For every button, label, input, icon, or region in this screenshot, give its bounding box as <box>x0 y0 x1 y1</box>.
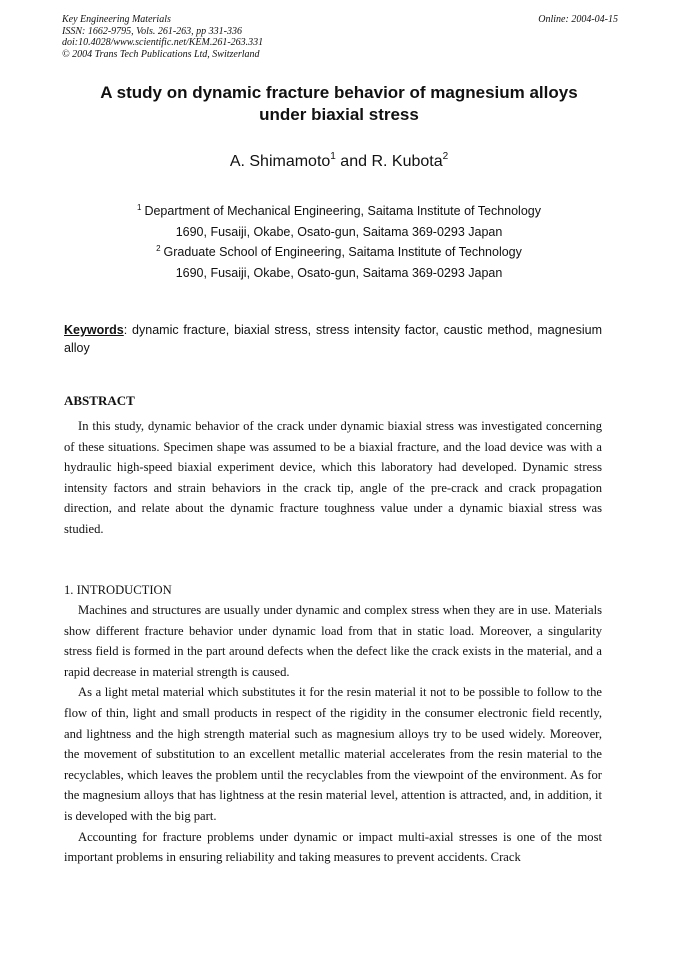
journal-name: Key Engineering Materials <box>62 14 171 25</box>
keywords-block <box>64 321 602 357</box>
copyright-line: © 2004 Trans Tech Publications Ltd, Switzerland <box>62 48 260 60</box>
author-1-affil-mark: 1 <box>330 151 336 162</box>
online-date: Online: 2004-04-15 <box>538 14 618 25</box>
intro-paragraph-1: Machines and structures are usually under dynamic and complex stress when they are in use. Materials show different fracture behavior under dynamic load from that in static load. Moreover, a singularity stress field is formed in the part around defects when the defect like the crack exists in the material, and a rapid decrease in material strength is caused. <box>64 603 602 679</box>
affiliation-2-name <box>0 242 678 263</box>
introduction-body <box>64 600 602 868</box>
introduction-heading: 1. INTRODUCTION <box>64 583 172 597</box>
abstract-text: In this study, dynamic behavior of the crack under dynamic biaxial stress was investigated concerning of these situations. Specimen shape was assumed to be a biaxial fracture, and the load device was with a hydraulic high-speed biaxial experiment device, which this laboratory had developed. Dynamic stress intensity factors and strain behaviors in the crack tip, angle of the pre-crack and crack propagation direction, and relate about the dynamic fracture toughness value under a dynamic biaxial stress was studied. <box>64 419 602 536</box>
affiliation-1-name <box>0 201 678 222</box>
affiliation-2-text: Graduate School of Engineering, Saitama Institute of Technology <box>163 245 522 259</box>
author-list <box>0 152 678 172</box>
affiliation-1-text: Department of Mechanical Engineering, Saitama Institute of Technology <box>144 204 541 218</box>
author-connector: and <box>335 153 372 170</box>
affiliation-1-address: 1690, Fusaiji, Okabe, Osato-gun, Saitama 369-0293 Japan <box>175 224 503 239</box>
paper-title <box>40 82 638 126</box>
author-2-affil-mark: 2 <box>442 151 449 162</box>
keywords-text: : dynamic fracture, biaxial stress, stress intensity factor, caustic method, magnesium alloy <box>64 323 602 355</box>
intro-paragraph-2: As a light metal material which substitutes it for the resin material it not to be possible to follow to the flow of thin, light and small products in respect of the rigidity in the consumer electronic field recently, and lightness and the high strength material such as magnesium alloys try to be used widely. Moreover, the movement of substitution to an excellent metallic material accelerates from the resin material to the recyclables, which leaves the problem until the recyclables from the viewpoint of the environment. As for the magnesium alloys that has lightness at the resin material level, attention is attracted, and, in addition, it is developed with the big part. <box>64 685 602 823</box>
journal-header <box>62 14 618 60</box>
title-line-1: A study on dynamic fracture behavior of magnesium alloys <box>100 83 578 102</box>
affiliation-2-mark: 2 <box>156 244 161 253</box>
affiliation-2-address: 1690, Fusaiji, Okabe, Osato-gun, Saitama 369-0293 Japan <box>175 265 503 280</box>
doi-line: doi:10.4028/www.scientific.net/KEM.261-263.331 <box>62 37 264 48</box>
intro-paragraph-3: Accounting for fracture problems under dynamic or impact multi-axial stresses is one of the most important problems in ensuring reliability and taking measures to prevent accidents. Crack <box>64 829 602 865</box>
issn-line: ISSN: 1662-9795, Vols. 261-263, pp 331-336 <box>62 25 242 37</box>
affiliations <box>0 201 678 283</box>
keywords-label: Keywords <box>64 323 124 337</box>
abstract-heading: ABSTRACT <box>64 393 135 408</box>
affiliation-1-mark: 1 <box>137 203 142 212</box>
author-1: A. Shimamoto <box>229 153 331 170</box>
title-line-2: under biaxial stress <box>259 105 419 124</box>
author-2: R. Kubota <box>371 153 443 170</box>
